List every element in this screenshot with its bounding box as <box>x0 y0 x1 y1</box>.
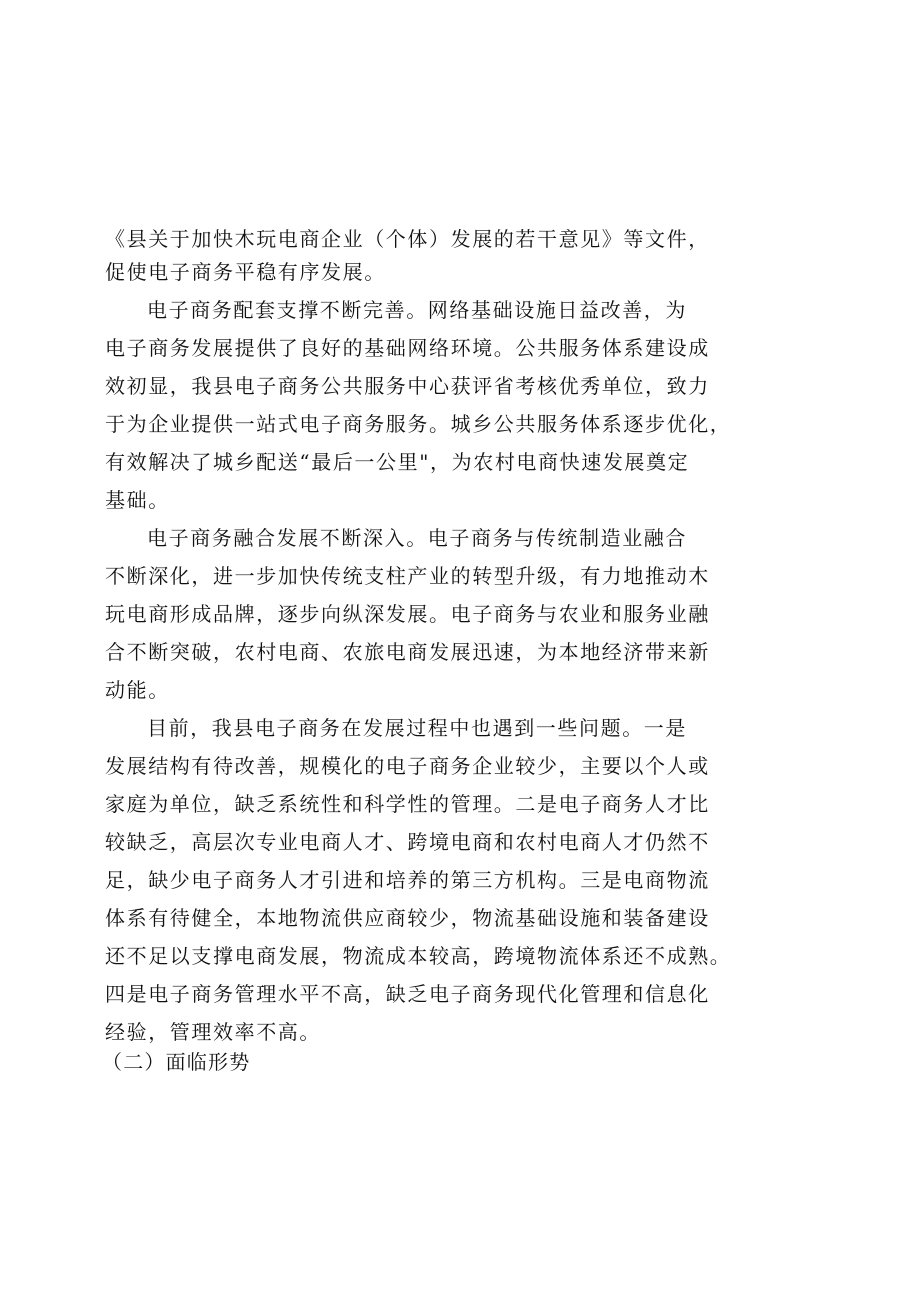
text-line: 玩电商形成品牌，逐步向纵深发展。电子商务与农业和服务业融 <box>105 602 710 626</box>
text-line: 发展结构有待改善，规模化的电子商务企业较少，主要以个人或 <box>105 754 710 778</box>
text-line: 于为企业提供一站式电子商务服务。城乡公共服务体系逐步优化， <box>105 412 732 436</box>
text-line: 不断深化，进一步加快传统支柱产业的转型升级，有力地推动木 <box>105 564 710 588</box>
text-line: 促使电子商务平稳有序发展。 <box>105 260 386 284</box>
text-line: 《县关于加快木玩电商企业（个体）发展的若干意见》等文件， <box>105 227 710 251</box>
paragraph-start-line: 电子商务配套支撑不断完善。网络基础设施日益改善，为 <box>147 298 687 322</box>
text-line: 合不断突破，农村电商、农旅电商发展迅速，为本地经济带来新 <box>105 640 710 664</box>
text-line: 体系有待健全，本地物流供应商较少，物流基础设施和装备建设 <box>105 906 710 930</box>
paragraph-start-line: 电子商务融合发展不断深入。电子商务与传统制造业融合 <box>147 526 687 550</box>
text-line: 基础。 <box>105 488 170 512</box>
text-line: 较缺乏，高层次专业电商人才、跨境电商和农村电商人才仍然不 <box>105 830 710 854</box>
text-line: 电子商务发展提供了良好的基础网络环境。公共服务体系建设成 <box>105 336 710 360</box>
text-line: 还不足以支撑电商发展，物流成本较高，跨境物流体系还不成熟。 <box>105 944 732 968</box>
text-line: 家庭为单位，缺乏系统性和科学性的管理。二是电子商务人才比 <box>105 792 710 816</box>
paragraph-start-line: 目前，我县电子商务在发展过程中也遇到一些问题。一是 <box>147 716 687 740</box>
text-line: 四是电子商务管理水平不高，缺乏电子商务现代化管理和信息化 <box>105 982 710 1006</box>
text-line: 动能。 <box>105 678 170 702</box>
section-heading: （二）面临形势 <box>102 1050 251 1074</box>
text-line: 足，缺少电子商务人才引进和培养的第三方机构。三是电商物流 <box>105 868 710 892</box>
text-line: 有效解决了城乡配送“最后一公里"，为农村电商快速发展奠定 <box>105 450 690 474</box>
text-line: 经验，管理效率不高。 <box>105 1020 321 1044</box>
text-line: 效初显，我县电子商务公共服务中心获评省考核优秀单位，致力 <box>105 374 710 398</box>
